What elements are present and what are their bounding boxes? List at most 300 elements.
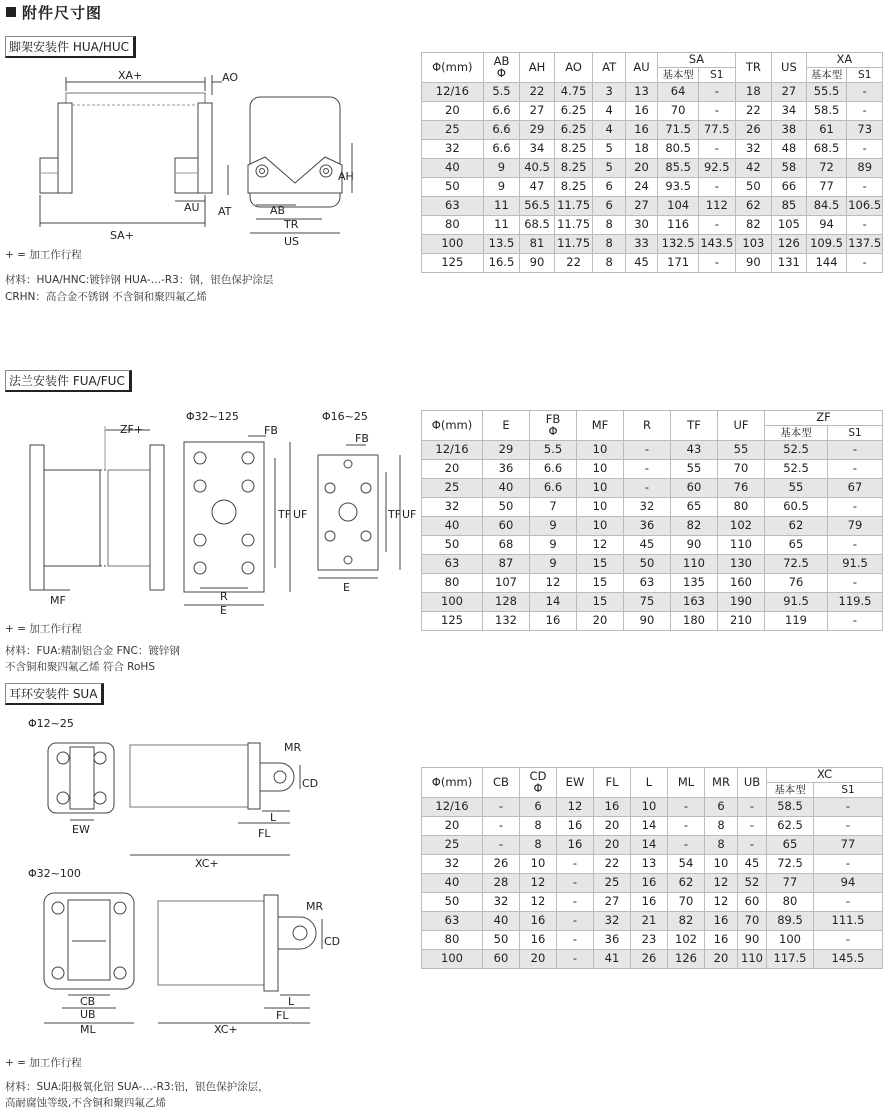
table-cell: 143.5 [699,235,736,254]
table-cell: 11.75 [554,197,593,216]
table-cell: - [699,178,736,197]
th-fua-fb: FB Φ [530,411,577,441]
table-row [422,893,883,912]
table-cell: 21 [631,912,668,931]
table-cell: 8.25 [554,159,593,178]
table-cell: - [699,83,736,102]
th-fua-e: E [483,411,530,441]
table-cell: 6.25 [554,121,593,140]
table-cell: 16.5 [483,254,520,273]
table-cell: 8 [705,836,738,855]
table-cell: 79 [828,517,883,536]
table-cell: 102 [668,931,705,950]
table-cell: - [828,441,883,460]
table-cell: 11.75 [554,216,593,235]
table-cell: 4.75 [554,83,593,102]
section-label-fua: 法兰安装件 FUA/FUC [5,370,132,392]
table-cell: 8 [593,235,625,254]
table-cell: 70 [738,912,767,931]
table-cell: 100 [422,950,483,969]
th-sua-cb: CB [483,768,520,798]
table-cell: 87 [483,555,530,574]
table-cell: 40 [422,159,484,178]
table-row [422,498,883,517]
table-cell: 80 [422,216,484,235]
table-cell: 68.5 [520,216,555,235]
table-cell: 107 [483,574,530,593]
th-us: US [772,53,807,83]
table-cell: 8 [520,836,557,855]
label-ew: EW [72,823,90,836]
table-cell: 94 [814,874,883,893]
table-cell: 72.5 [765,555,828,574]
th-fua-uf: UF [718,411,765,441]
table-cell: 27 [625,197,657,216]
material-fua-2: 不含铜和聚四氟乙烯 符合 RoHS [5,661,155,673]
label-tr: TR [284,218,299,231]
table-cell: 63 [422,197,484,216]
table-cell: 126 [668,950,705,969]
table-cell: 163 [671,593,718,612]
label-e2: E [343,581,350,594]
table-cell: 11.75 [554,235,593,254]
table-cell: 22 [554,254,593,273]
th-sua-s1: S1 [814,783,883,798]
label-cd2: CD [324,935,341,948]
table-row [422,197,883,216]
table-cell: 20 [705,950,738,969]
table-cell: 14 [530,593,577,612]
table-cell: 62 [735,197,772,216]
table-cell: 40.5 [520,159,555,178]
table-row [422,593,883,612]
th-phi: Φ(mm) [422,53,484,83]
table-cell: 8 [705,817,738,836]
table-cell: - [847,83,883,102]
th-fua-s1: S1 [828,426,883,441]
table-cell: 8 [520,817,557,836]
table-cell: - [483,836,520,855]
table-cell: 70 [668,893,705,912]
table-cell: 54 [668,855,705,874]
table-cell: 89.5 [767,912,814,931]
table-cell: 6 [593,197,625,216]
table-cell: 26 [483,855,520,874]
table-row [422,216,883,235]
table-cell: 70 [658,102,699,121]
table-cell: 116 [658,216,699,235]
table-cell: 55 [718,441,765,460]
table-cell: 100 [767,931,814,950]
table-cell: 36 [483,460,530,479]
table-cell: 119.5 [828,593,883,612]
th-xa: XA [806,53,882,68]
table-row [422,441,883,460]
label-xc2: XC+ [214,1023,238,1035]
th-sua-base: 基本型 [767,783,814,798]
table-cell: 58.5 [767,798,814,817]
table-cell: - [557,893,594,912]
table-row [422,950,883,969]
label-sua-range1: Φ12~25 [28,717,74,730]
table-cell: 33 [625,235,657,254]
table-cell: 80 [767,893,814,912]
table-cell: 10 [577,479,624,498]
table-row [422,536,883,555]
table-cell: 77 [814,836,883,855]
table-cell: 11 [483,216,520,235]
table-cell: - [557,855,594,874]
table-cell: 32 [422,498,483,517]
table-cell: 47 [520,178,555,197]
table-cell: 12 [520,893,557,912]
table-row [422,178,883,197]
table-cell: 110 [671,555,718,574]
table-cell: 90 [735,254,772,273]
table-cell: 16 [631,893,668,912]
table-cell: 45 [738,855,767,874]
label-sa: SA+ [110,229,134,242]
table-cell: 50 [422,178,484,197]
table-cell: 93.5 [658,178,699,197]
table-cell: 8.25 [554,178,593,197]
table-cell: 52.5 [765,441,828,460]
label-r: R [220,590,228,603]
table-row [422,159,883,178]
table-cell: 94 [806,216,847,235]
table-cell: 6.6 [483,121,520,140]
table-cell: 6.6 [483,102,520,121]
table-cell: 20 [594,836,631,855]
table-cell: - [483,798,520,817]
th-tr: TR [735,53,772,83]
table-cell: 82 [735,216,772,235]
table-cell: 16 [705,912,738,931]
table-cell: 60 [483,950,520,969]
table-sua [421,767,883,969]
table-cell: 106.5 [847,197,883,216]
table-cell: 144 [806,254,847,273]
table-cell: 55.5 [806,83,847,102]
hua-drawing [0,55,360,255]
table-cell: 22 [594,855,631,874]
table-cell: 90 [671,536,718,555]
table-cell: 105 [772,216,807,235]
table-cell: 63 [624,574,671,593]
table-cell: - [847,178,883,197]
table-row [422,836,883,855]
table-cell: 16 [557,817,594,836]
th-sua-mr: MR [705,768,738,798]
label-fb2: FB [355,432,369,445]
legend-fua: + = 加工作行程 [5,623,82,635]
table-cell: 84.5 [806,197,847,216]
page-title [6,2,102,23]
table-cell: 12 [530,574,577,593]
table-cell: 9 [483,159,520,178]
table-cell: 85.5 [658,159,699,178]
th-sa-s1: S1 [699,68,736,83]
table-cell: 125 [422,254,484,273]
table-cell: 5 [593,140,625,159]
table-cell: 12 [520,874,557,893]
table-cell: 16 [520,931,557,950]
table-cell: - [847,140,883,159]
table-cell: 77 [767,874,814,893]
table-cell: 104 [658,197,699,216]
table-cell: 68.5 [806,140,847,159]
table-cell: 60 [738,893,767,912]
table-cell: 65 [767,836,814,855]
table-cell: 14 [631,817,668,836]
table-cell: - [668,836,705,855]
table-cell: 135 [671,574,718,593]
table-cell: 26 [735,121,772,140]
table-cell: 38 [772,121,807,140]
table-cell: 4 [593,121,625,140]
table-cell: 9 [530,555,577,574]
table-cell: 90 [624,612,671,631]
table-cell: 5.5 [530,441,577,460]
table-cell: 32 [735,140,772,159]
table-cell: 12/16 [422,83,484,102]
table-cell: 32 [594,912,631,931]
label-e: E [220,604,227,615]
table-cell: 43 [671,441,718,460]
table-cell: 36 [594,931,631,950]
table-cell: 65 [671,498,718,517]
th-xa-base: 基本型 [806,68,847,83]
table-cell: - [668,798,705,817]
table-cell: 137.5 [847,235,883,254]
table-cell: 20 [520,950,557,969]
table-cell: 90 [520,254,555,273]
material-hua-1: 材料：HUA/HNC:镀锌钢 HUA-…-R3：钢，银色保护涂层 [5,274,274,286]
table-cell: 91.5 [765,593,828,612]
label-xa: XA+ [118,69,143,82]
table-cell: 6 [520,798,557,817]
table-cell: 62 [668,874,705,893]
table-cell: 45 [624,536,671,555]
th-xa-s1: S1 [847,68,883,83]
table-cell: - [828,498,883,517]
table-cell: 20 [594,817,631,836]
table-cell: 66 [772,178,807,197]
table-row [422,855,883,874]
table-cell: 27 [520,102,555,121]
table-cell: 60.5 [765,498,828,517]
table-row [422,460,883,479]
table-cell: 117.5 [767,950,814,969]
table-row [422,235,883,254]
table-cell: 128 [483,593,530,612]
table-cell: 15 [577,593,624,612]
label-l2: L [288,995,295,1008]
table-row [422,817,883,836]
label-fl: FL [258,827,271,840]
table-cell: - [624,441,671,460]
sua-drawing [0,705,420,1035]
legend-sua: + = 加工作行程 [5,1057,82,1069]
th-fua-r: R [624,411,671,441]
table-cell: 77 [806,178,847,197]
table-row [422,254,883,273]
label-zf: ZF+ [120,423,144,436]
table-cell: - [738,817,767,836]
table-cell: - [828,574,883,593]
table-cell: 145.5 [814,950,883,969]
th-fua-tf: TF [671,411,718,441]
label-fua-range1: Φ32~125 [186,410,239,423]
table-cell: 30 [625,216,657,235]
table-cell: - [624,479,671,498]
table-cell: 6.6 [483,140,520,159]
table-cell: 6 [593,178,625,197]
table-cell: 11 [483,197,520,216]
table-cell: 82 [668,912,705,931]
table-cell: 16 [625,102,657,121]
th-fua-phi: Φ(mm) [422,411,483,441]
table-cell: 12 [705,874,738,893]
table-cell: 89 [847,159,883,178]
table-cell: 8 [593,254,625,273]
table-cell: 103 [735,235,772,254]
table-cell: 20 [625,159,657,178]
table-cell: 126 [772,235,807,254]
label-au: AU [184,201,200,214]
label-fua-range2: Φ16~25 [322,410,368,423]
table-cell: 82 [671,517,718,536]
table-cell: - [699,254,736,273]
label-uf2: UF [402,508,417,521]
table-cell: 25 [422,836,483,855]
table-cell: 32 [624,498,671,517]
table-cell: 10 [577,441,624,460]
table-cell: 16 [530,612,577,631]
table-cell: 60 [671,479,718,498]
table-cell: 92.5 [699,159,736,178]
table-cell: 80.5 [658,140,699,159]
th-fua-base: 基本型 [765,426,828,441]
table-cell: 32 [483,893,520,912]
table-row [422,479,883,498]
table-cell: 85 [772,197,807,216]
table-cell: 61 [806,121,847,140]
material-hua-2: CRHN：高合金不锈钢 不含铜和聚四氟乙烯 [5,291,207,303]
table-cell: 160 [718,574,765,593]
table-cell: - [699,102,736,121]
label-cd: CD [302,777,319,790]
table-cell: - [814,798,883,817]
table-cell: 72 [806,159,847,178]
table-cell: 5 [593,159,625,178]
material-sua-1: 材料：SUA:阳极氧化铝 SUA-…-R3:铝，银色保护涂层， [5,1081,269,1093]
table-cell: 119 [765,612,828,631]
label-mf: MF [50,594,66,607]
table-cell: 52 [738,874,767,893]
table-cell: 8.25 [554,140,593,159]
table-cell: 18 [735,83,772,102]
table-cell: 7 [530,498,577,517]
table-cell: 5.5 [483,83,520,102]
table-cell: - [624,460,671,479]
table-cell: 16 [705,931,738,950]
table-cell: 27 [594,893,631,912]
table-cell: 80 [422,574,483,593]
table-cell: 34 [520,140,555,159]
table-cell: 60 [483,517,530,536]
table-cell: 22 [520,83,555,102]
label-us: US [284,235,300,248]
table-cell: - [814,893,883,912]
table-cell: - [814,855,883,874]
table-cell: 180 [671,612,718,631]
table-cell: 40 [422,517,483,536]
table-cell: 16 [625,121,657,140]
table-cell: 171 [658,254,699,273]
th-sua-phi: Φ(mm) [422,768,483,798]
table-cell: 16 [520,912,557,931]
table-cell: 40 [483,479,530,498]
table-cell: 20 [577,612,624,631]
table-cell: 8 [593,216,625,235]
table-cell: 63 [422,912,483,931]
table-cell: 81 [520,235,555,254]
table-cell: 130 [718,555,765,574]
table-cell: 20 [422,817,483,836]
label-xc: XC+ [195,857,219,870]
table-cell: 75 [624,593,671,612]
table-cell: 16 [631,874,668,893]
table-cell: 13.5 [483,235,520,254]
table-cell: 50 [483,931,520,950]
label-fl2: FL [276,1009,289,1022]
material-fua-1: 材料：FUA:精制铝合金 FNC：镀锌钢 [5,645,180,657]
th-ab: AB Φ [483,53,520,83]
table-cell: 64 [658,83,699,102]
label-ao: AO [222,71,238,84]
table-cell: 210 [718,612,765,631]
table-cell: 80 [718,498,765,517]
table-cell: 12 [577,536,624,555]
table-cell: 20 [422,102,484,121]
table-cell: - [699,216,736,235]
table-row [422,555,883,574]
table-cell: - [668,817,705,836]
table-cell: 110 [738,950,767,969]
table-cell: 55 [765,479,828,498]
table-cell: 6.6 [530,479,577,498]
th-sa-base: 基本型 [658,68,699,83]
th-sua-l: L [631,768,668,798]
th-fua-zf: ZF [765,411,883,426]
table-cell: 25 [422,121,484,140]
table-cell: - [828,612,883,631]
tbody-hua [422,83,883,273]
table-cell: 62.5 [767,817,814,836]
table-cell: 58 [772,159,807,178]
table-row [422,931,883,950]
table-cell: 190 [718,593,765,612]
table-cell: 34 [772,102,807,121]
table-row [422,574,883,593]
table-hua [421,52,883,273]
fua-drawing [0,400,420,615]
table-cell: 48 [772,140,807,159]
table-cell: 111.5 [814,912,883,931]
table-cell: 50 [735,178,772,197]
table-cell: 10 [577,517,624,536]
